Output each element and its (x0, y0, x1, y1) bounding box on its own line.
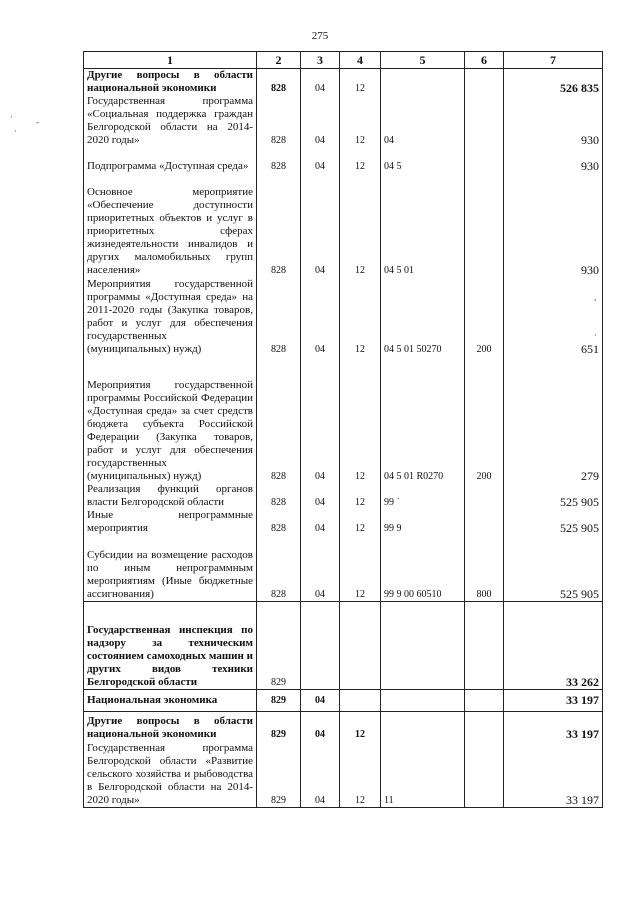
row-name: Мероприятия государственной программы Российской Федерации «Доступная среда» за счет средств бюджета субъекта Российской Федерации (Закупка товаров, работ и услуг для обеспечения государственных (муниципальных) нужд) (84, 356, 257, 483)
stray-mark: · (10, 112, 13, 122)
stray-mark: · (14, 126, 17, 136)
row-ministry-code: 828 (257, 95, 301, 147)
row-target-code: 99 ˙ (381, 483, 465, 509)
header-col-7: 7 (504, 52, 603, 69)
row-section-code: 04 (301, 356, 340, 483)
table-row (84, 689, 603, 711)
header-col-5: 5 (381, 52, 465, 69)
header-col-2: 2 (257, 52, 301, 69)
header-col-3: 3 (301, 52, 340, 69)
row-expense-type: 200 (465, 277, 504, 356)
row-target-code: 04 (381, 95, 465, 147)
table-row (84, 173, 603, 277)
row-amount: 526 835 (504, 69, 603, 96)
row-expense-type: 200 (465, 356, 504, 483)
row-expense-type (465, 741, 504, 807)
row-section-code: 04 (301, 173, 340, 277)
row-section-code: 04 (301, 741, 340, 807)
row-amount: 279 (504, 356, 603, 483)
row-amount: 525 905 (504, 509, 603, 535)
row-ministry-code: 829 (257, 601, 301, 689)
row-section-code: 04 (301, 95, 340, 147)
row-subsection-code (340, 601, 381, 689)
row-subsection-code: 12 (340, 483, 381, 509)
row-amount: 33 262 (504, 601, 603, 689)
row-amount: 525 905 (504, 535, 603, 601)
row-expense-type (465, 147, 504, 173)
row-expense-type (465, 483, 504, 509)
row-target-code (381, 711, 465, 741)
row-amount: 33 197 (504, 689, 603, 711)
table-row (84, 711, 603, 741)
row-target-code: 04 5 01 R0270 (381, 356, 465, 483)
row-name: Государственная программа «Социальная поддержка граждан Белгородской области на 2014-2020 годы» (84, 95, 257, 147)
row-section-code: 04 (301, 147, 340, 173)
row-name: Государственная инспекция по надзору за техническим состоянием самоходных машин и других видов техники Белгородской области (84, 601, 257, 689)
row-subsection-code: 12 (340, 147, 381, 173)
row-name: Мероприятия государственной программы «Доступная среда» на 2011-2020 годы (Закупка товаров, работ и услуг для обеспечения государственных (муниципальных) нужд) (84, 277, 257, 356)
row-ministry-code: 828 (257, 483, 301, 509)
row-amount: 930 (504, 173, 603, 277)
stray-mark: - (36, 117, 39, 127)
row-amount: 930 (504, 147, 603, 173)
row-expense-type (465, 95, 504, 147)
row-section-code: 04 (301, 711, 340, 741)
row-ministry-code: 828 (257, 535, 301, 601)
row-subsection-code: 12 (340, 741, 381, 807)
table-row (84, 147, 603, 173)
row-ministry-code: 828 (257, 356, 301, 483)
table-row (84, 741, 603, 807)
row-name: Государственная программа Белгородской области «Развитие сельского хозяйства и рыбоводства в Белгородской области на 2014-2020 годы» (84, 741, 257, 807)
row-target-code (381, 689, 465, 711)
row-expense-type (465, 711, 504, 741)
row-name: Основное мероприятие «Обеспечение доступности приоритетных объектов и услуг в приоритетных сферах жизнедеятельности инвалидов и других маломобильных групп населения» (84, 173, 257, 277)
row-section-code: 04 (301, 689, 340, 711)
row-amount: 930 (504, 95, 603, 147)
row-subsection-code: 12 (340, 173, 381, 277)
row-section-code: 04 (301, 69, 340, 96)
row-name: Национальная экономика (84, 689, 257, 711)
row-target-code (381, 69, 465, 96)
row-ministry-code: 829 (257, 711, 301, 741)
row-subsection-code: 12 (340, 277, 381, 356)
table-row (84, 69, 603, 96)
row-ministry-code: 828 (257, 277, 301, 356)
row-section-code: 04 (301, 483, 340, 509)
table-row (84, 95, 603, 147)
table-row (84, 356, 603, 483)
row-subsection-code: 12 (340, 69, 381, 96)
row-name: Субсидии на возмещение расходов по иным непрограммным мероприятиям (Иные бюджетные ассигнования) (84, 535, 257, 601)
row-name: Реализация функций органов власти Белгородской области (84, 483, 257, 509)
page-number: 275 (311, 30, 329, 42)
header-col-1: 1 (84, 52, 257, 69)
row-subsection-code (340, 689, 381, 711)
table-row (84, 601, 603, 689)
row-expense-type (465, 601, 504, 689)
row-expense-type (465, 509, 504, 535)
row-amount: 33 197 (504, 711, 603, 741)
row-section-code: 04 (301, 509, 340, 535)
row-ministry-code: 828 (257, 69, 301, 96)
row-subsection-code: 12 (340, 711, 381, 741)
row-target-code: 04 5 01 (381, 173, 465, 277)
row-name: Другие вопросы в области национальной экономики (84, 711, 257, 741)
table-row (84, 535, 603, 601)
row-expense-type (465, 689, 504, 711)
row-target-code: 04 5 01 50270 (381, 277, 465, 356)
table-header-row (84, 52, 603, 69)
row-target-code: 99 9 (381, 509, 465, 535)
row-ministry-code: 829 (257, 741, 301, 807)
header-col-6: 6 (465, 52, 504, 69)
stray-mark: · (594, 330, 597, 340)
stray-mark: , (594, 292, 597, 302)
row-name: Другие вопросы в области национальной экономики (84, 69, 257, 96)
row-section-code: 04 (301, 277, 340, 356)
row-target-code: 04 5 (381, 147, 465, 173)
row-subsection-code: 12 (340, 356, 381, 483)
row-expense-type: 800 (465, 535, 504, 601)
row-ministry-code: 828 (257, 173, 301, 277)
row-subsection-code: 12 (340, 509, 381, 535)
row-expense-type (465, 173, 504, 277)
row-target-code: 11 (381, 741, 465, 807)
row-amount: 33 197 (504, 741, 603, 807)
table-row (84, 483, 603, 509)
row-section-code: 04 (301, 535, 340, 601)
table-row (84, 509, 603, 535)
row-amount: 525 905 (504, 483, 603, 509)
row-name: Подпрограмма «Доступная среда» (84, 147, 257, 173)
row-expense-type (465, 69, 504, 96)
row-section-code (301, 601, 340, 689)
row-target-code: 99 9 00 60510 (381, 535, 465, 601)
header-col-4: 4 (340, 52, 381, 69)
budget-table (83, 51, 603, 808)
table-row (84, 277, 603, 356)
row-ministry-code: 829 (257, 689, 301, 711)
row-amount: 651 (504, 277, 603, 356)
row-subsection-code: 12 (340, 95, 381, 147)
row-name: Иные непрограммные мероприятия (84, 509, 257, 535)
row-ministry-code: 828 (257, 147, 301, 173)
row-ministry-code: 828 (257, 509, 301, 535)
row-subsection-code: 12 (340, 535, 381, 601)
row-target-code (381, 601, 465, 689)
